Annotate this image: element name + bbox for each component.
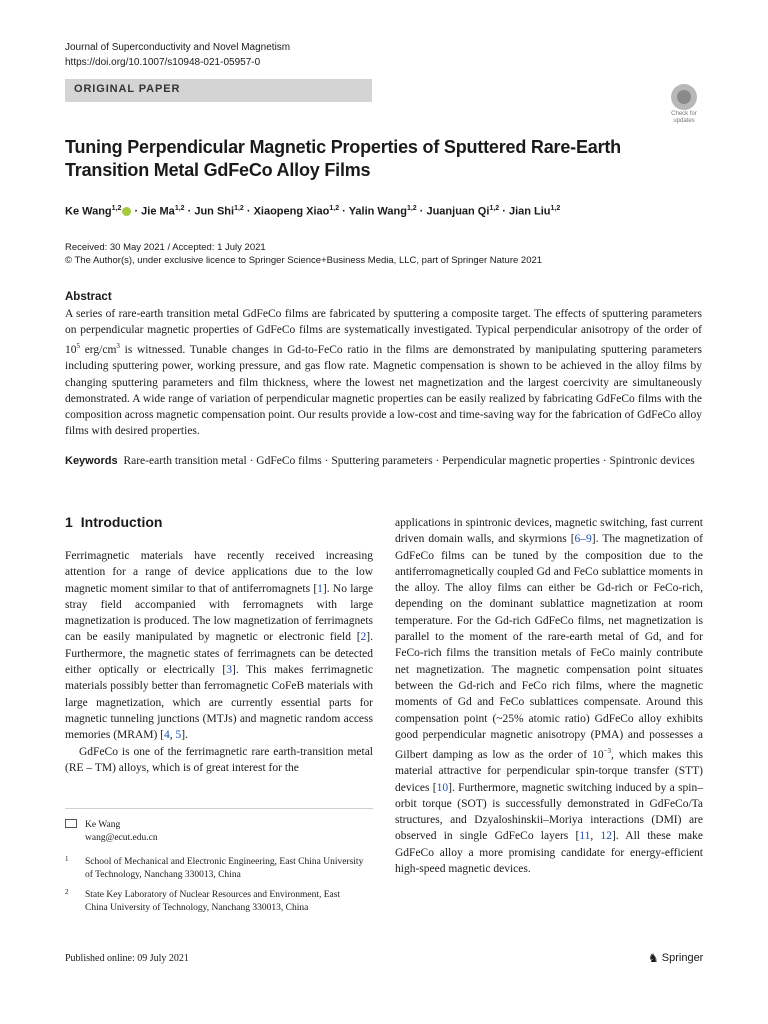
author[interactable]: Juanjuan Qi bbox=[426, 205, 490, 218]
footnote-divider bbox=[65, 808, 373, 809]
citation-link[interactable]: 6–9 bbox=[574, 533, 592, 546]
paragraph: applications in spintronic devices, magnetic switching, fast current driven domain walls, and skyrmions [6–9]. The magnetization of GdFeCo films can be tuned by the composition due to the antiferromagnetically coupled Gd and FeCo sublattice moments in the alloy. The alloy films can either be Gd-rich or FeCo-rich, depending on the dominant sublattice magnetization at room temperature. For the Gd-rich GdFeCo films, net magnetization is parallel to the moment of the rare-earth metal of Gd, and for FeCo-rich films the transition metals of FeCo mainly contribute net magnetization. The magnetic compensation point situates between the Gd-rich and FeCo rich films, where the magnetic moments of Gd and FeCo sublattices compensate. Around this compensation point (~25% atomic ratio) GdFeCo alloy exhibits good perpendicular magnetic anisotropy (PMA) and possesses a Gilbert damping as low as the order of $10^{-3}$, which makes this material attractive for perpendicular spin-torque transfer (STT) devices [10]. Furthermore, magnetic switching induced by a spin–orbit torque (SOT) is successfully demonstrated in GdFeCo/Ta structures, and Dzyaloshinskii–Moriya interactions (DMI) are observed in single GdFeCo layers [11, 12]. All these make GdFeCo alloy a more promising candidate for energy-efficient high-speed magnetic devices. bbox=[395, 517, 703, 876]
published-online: Published online: 09 July 2021 bbox=[65, 953, 189, 964]
paper-title: Tuning Perpendicular Magnetic Properties of Sputtered Rare-Earth Transition Metal GdFeCo Alloy Films bbox=[65, 137, 621, 180]
paragraph: Ferrimagnetic materials have recently received increasing attention for a range of device applications due to the low magnetic moment similar to that of antiferromagnets [1]. No large stray field accompanied with ferromagnets with large magnetization is produced. The low magnetization of ferrimagnets can be easily manipulated by magnetic or electronic field [2]. Furthermore, the magnetic states of ferrimagnets can be detected either optically or electrically [3]. This makes ferrimagnetic materials possibly better than ferromagnetic CoFeB materials with large magnetization, which are currently essential parts for magnetic tunneling junctions (MTJs) and magnetic random access memories (MRAM) [4, 5]. bbox=[65, 550, 373, 742]
left-column bbox=[65, 548, 373, 776]
check-updates-icon bbox=[671, 84, 697, 110]
right-column bbox=[395, 515, 703, 877]
author[interactable]: Jie Ma bbox=[141, 205, 175, 218]
affiliation: 2 State Key Laboratory of Nuclear Resources and Environment, East China University of Technology, Nanchang 330013, China bbox=[65, 888, 341, 913]
author[interactable]: Jun Shi bbox=[194, 205, 235, 218]
citation-link[interactable]: 1 bbox=[317, 582, 323, 595]
author-list: Ke Wang$^{1,2}$ · Jie Ma$^{1,2}$ · Jun Shi$^{1,2}$ · Xiaopeng Xiao$^{1,2}$ · Yalin Wang$^{1,2}$ · Juanjuan Qi$^{1,2}$ · Jian Liu$^{1,2}$ bbox=[65, 205, 561, 218]
springer-logo: ♞ Springer bbox=[648, 951, 704, 965]
section-heading: 1 Introduction bbox=[65, 514, 163, 530]
citation-link[interactable]: 3 bbox=[226, 664, 232, 677]
orcid-icon[interactable] bbox=[122, 207, 131, 216]
citation-link[interactable]: 12 bbox=[600, 830, 613, 843]
author-email[interactable]: wang@ecut.edu.cn bbox=[85, 833, 158, 843]
corresponding-author: Ke Wang wang@ecut.edu.cn bbox=[65, 819, 85, 833]
received-accepted: Received: 30 May 2021 / Accepted: 1 July 2021 bbox=[65, 242, 266, 253]
citation-link[interactable]: 5 bbox=[175, 729, 182, 742]
check-for-updates-badge[interactable]: Check for updates bbox=[664, 84, 704, 124]
journal-header bbox=[65, 40, 290, 70]
envelope-icon bbox=[65, 819, 77, 828]
author[interactable]: Ke Wang bbox=[65, 205, 112, 218]
keywords-label: Keywords bbox=[65, 455, 118, 467]
author[interactable]: Jian Liu bbox=[508, 205, 551, 218]
keywords-text: Rare-earth transition metal · GdFeCo films · Sputtering parameters · Perpendicular magnetic properties · Spintronic devices bbox=[123, 455, 695, 467]
keywords bbox=[65, 453, 702, 470]
author[interactable]: Xiaopeng Xiao bbox=[253, 205, 330, 218]
affiliation: 1 School of Mechanical and Electronic Engineering, East China University of Technology, Nanchang 330013, China bbox=[65, 855, 364, 880]
copyright-notice: © The Author(s), under exclusive licence to Springer Science+Business Media, LLC, part of Springer Nature 2021 bbox=[65, 255, 543, 266]
springer-horse-icon: ♞ bbox=[648, 951, 659, 965]
article-type-label: ORIGINAL PAPER bbox=[74, 83, 181, 95]
citation-link[interactable]: 11 bbox=[579, 830, 591, 843]
author[interactable]: Yalin Wang bbox=[348, 205, 407, 218]
abstract-body: A series of rare-earth transition metal GdFeCo films are fabricated by sputtering a composite target. The effects of sputtering parameters on perpendicular magnetic properties of GdFeCo films are systematically investigated. Typical perpendicular anisotropy of the order of $10^5$ erg/$cm^3$ is witnessed. Tunable changes in Gd-to-FeCo ratio in the films are demonstrated by manipulating sputtering parameters including sputtering power, working pressure, and gas flow rate. Magnetic compensation is shown to be achieved in the alloy films by changing sputtering parameters and film thickness, where the lowest net magnetization and the largest coercivity are simultaneously demonstrated. A wide range of variation of perpendicular magnetic properties can be easily realized by fabricating GdFeCo films with the composition across magnetic compensation point. Our results provide a low-cost and time-saving way for the fabrication of GdFeCo alloy films with desired properties. bbox=[65, 308, 702, 438]
citation-link[interactable]: 10 bbox=[436, 781, 449, 794]
paragraph: GdFeCo is one of the ferrimagnetic rare earth-transition metal (RE – TM) alloys, which is of great interest for the bbox=[65, 745, 373, 774]
doi-link[interactable]: https://doi.org/10.1007/s10948-021-05957-0 bbox=[65, 57, 261, 68]
citation-link[interactable]: 4 bbox=[164, 729, 170, 742]
article-dates bbox=[65, 241, 542, 267]
abstract-heading: Abstract bbox=[65, 291, 112, 303]
citation-link[interactable]: 2 bbox=[360, 631, 367, 644]
journal-name: Journal of Superconductivity and Novel Magnetism bbox=[65, 42, 291, 53]
